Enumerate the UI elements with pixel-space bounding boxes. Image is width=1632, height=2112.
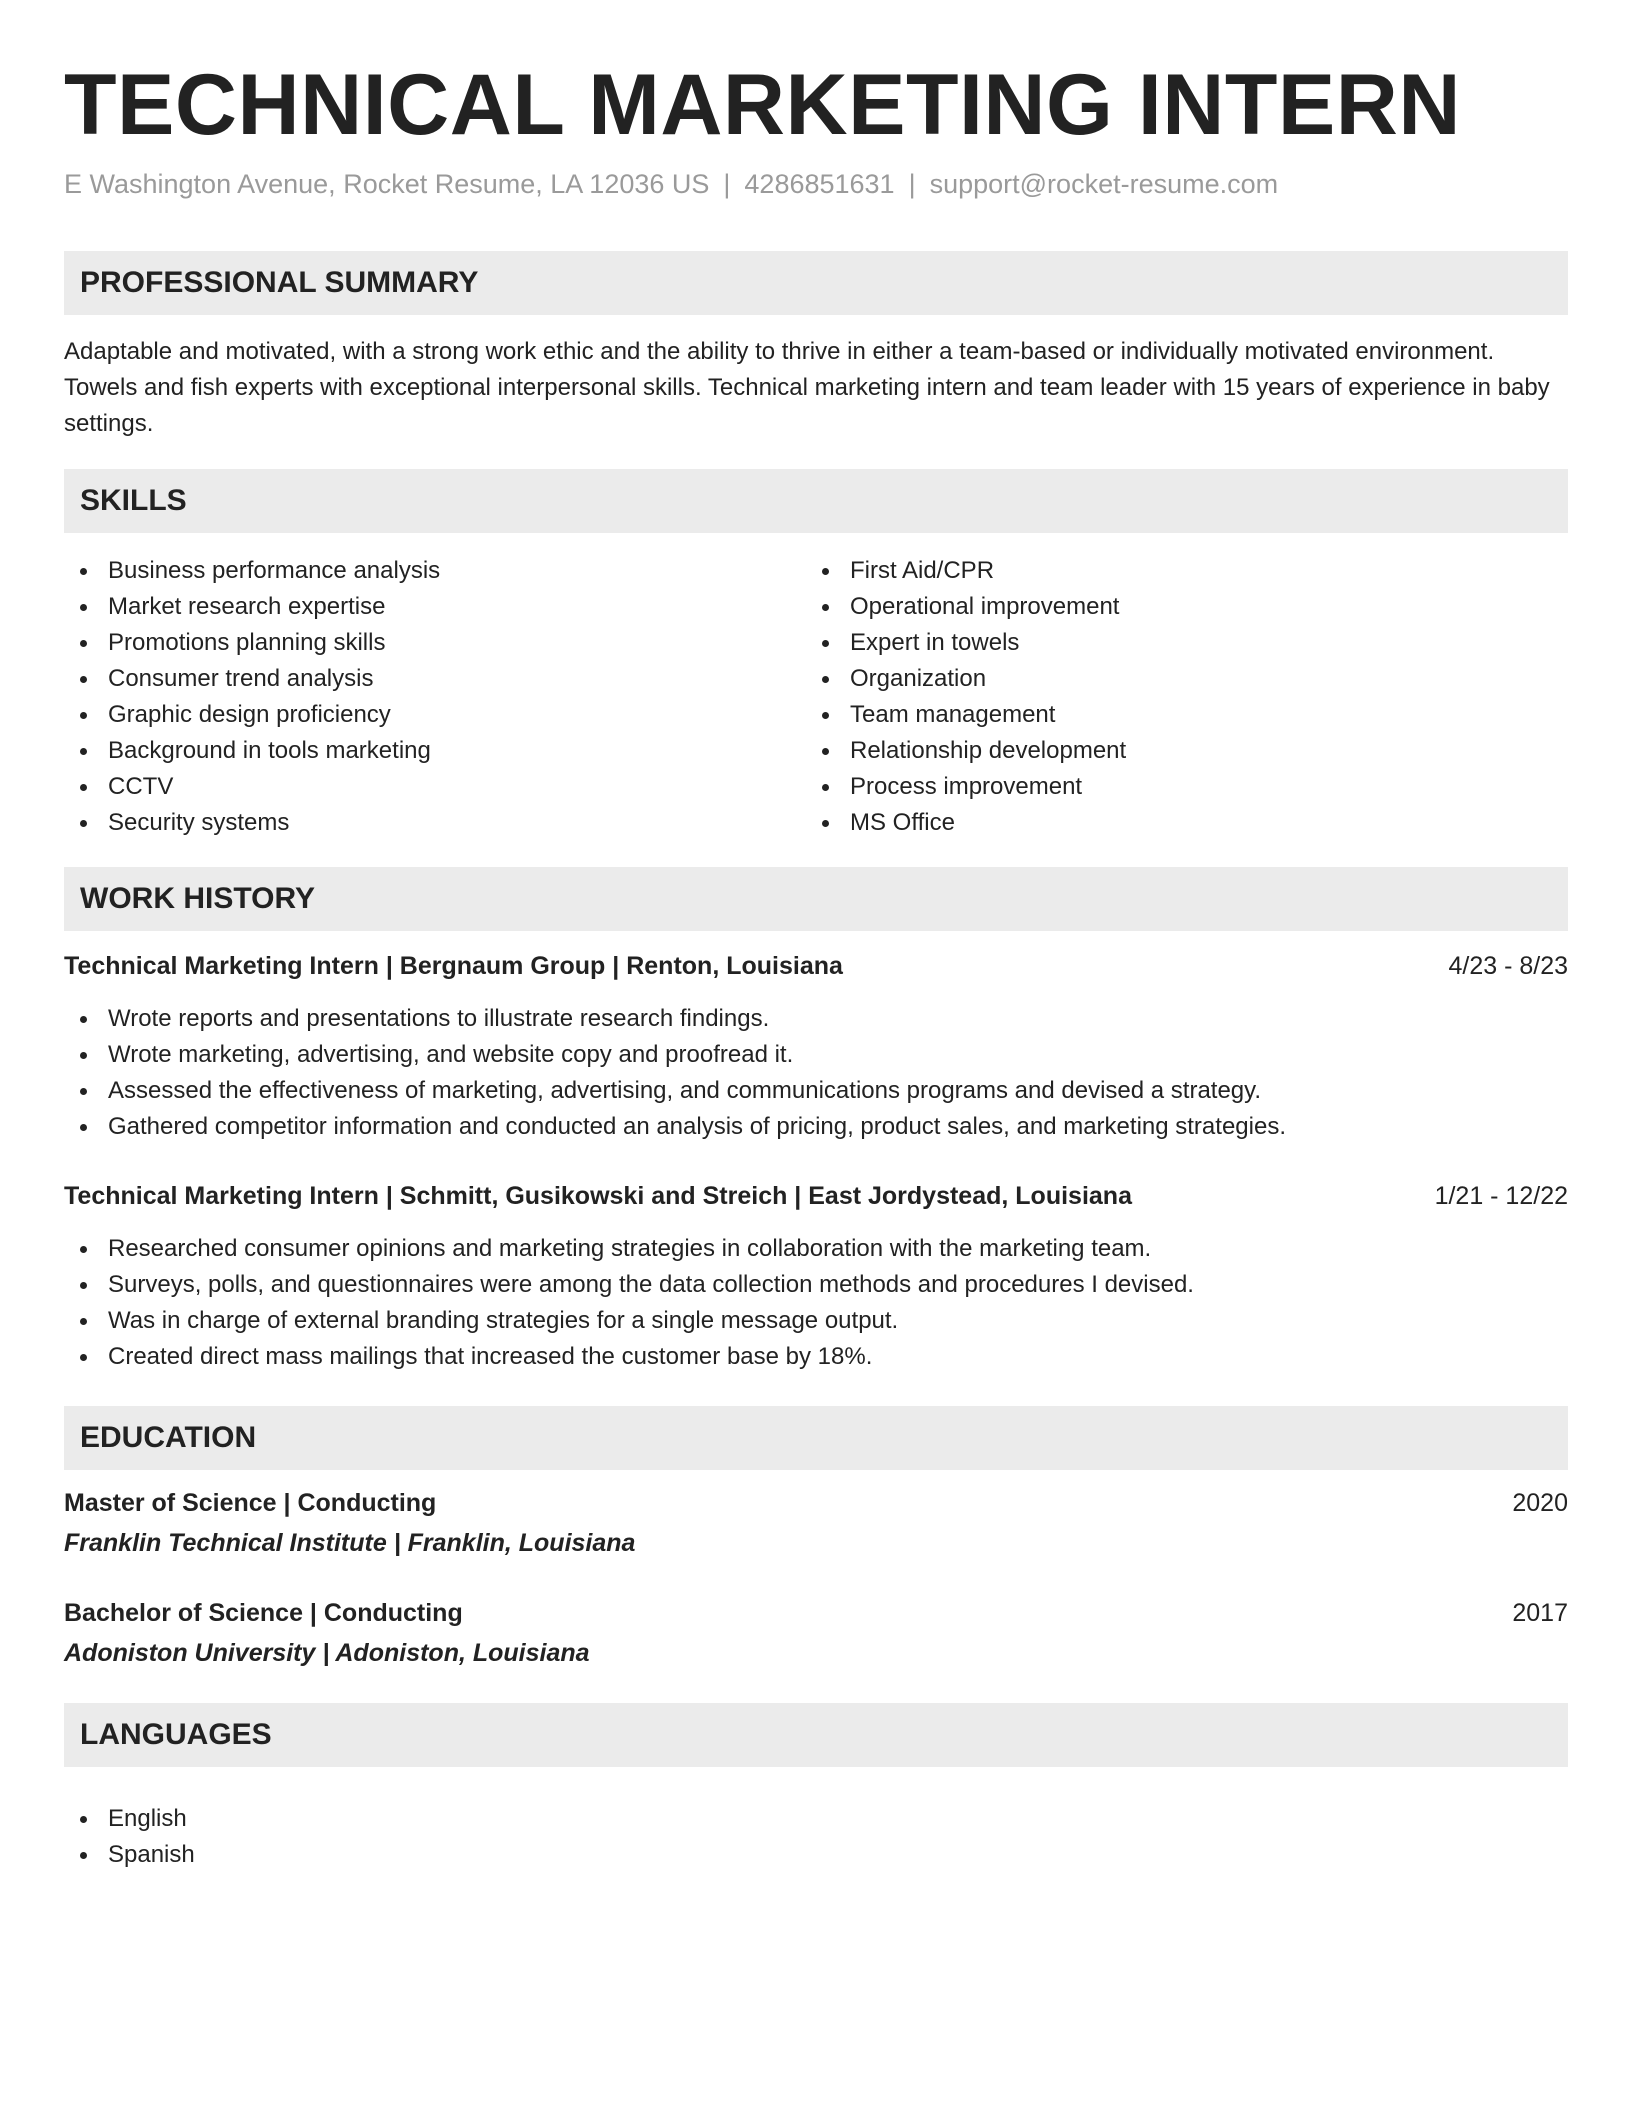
- education-degree: Master of Science | Conducting: [64, 1489, 437, 1517]
- section-heading-education: EDUCATION: [64, 1406, 1568, 1470]
- job-bullet-list: [64, 1231, 1568, 1375]
- job-bullet: Wrote marketing, advertising, and website copy and proofread it.: [64, 1037, 1568, 1073]
- contact-email: support@rocket-resume.com: [929, 169, 1279, 199]
- skills-list-right: [806, 553, 1546, 841]
- job-header: [64, 948, 1568, 984]
- section-heading-summary: PROFESSIONAL SUMMARY: [64, 251, 1568, 315]
- job-bullet: Created direct mass mailings that increased the customer base by 18%.: [64, 1339, 1568, 1375]
- job-bullet: Assessed the effectiveness of marketing, advertising, and communications programs and devised a strategy.: [64, 1073, 1568, 1109]
- contact-separator: |: [723, 169, 731, 199]
- languages-list: [64, 1801, 804, 1873]
- skill-item: Promotions planning skills: [64, 625, 804, 661]
- skill-item: Graphic design proficiency: [64, 697, 804, 733]
- section-heading-languages: LANGUAGES: [64, 1703, 1568, 1767]
- job-bullet: Was in charge of external branding strategies for a single message output.: [64, 1303, 1568, 1339]
- job-bullet-list: [64, 1001, 1568, 1145]
- job-header: [64, 1178, 1568, 1214]
- education-year: 2020: [1512, 1489, 1568, 1517]
- skill-item: CCTV: [64, 769, 804, 805]
- contact-separator: |: [908, 169, 916, 199]
- skill-item: Relationship development: [806, 733, 1546, 769]
- skill-item: Expert in towels: [806, 625, 1546, 661]
- job-title: Technical Marketing Intern | Bergnaum Group | Renton, Louisiana: [64, 952, 843, 980]
- job-dates: 1/21 - 12/22: [1434, 1182, 1568, 1210]
- summary-text: Adaptable and motivated, with a strong work ethic and the ability to thrive in either a team-based or individually motivated environment. Towels and fish experts with exceptional interpersonal skills. Technical marketing intern and team leader with 15 years of experience in baby settings.: [64, 338, 1550, 437]
- skill-item: Operational improvement: [806, 589, 1546, 625]
- skill-item: Organization: [806, 661, 1546, 697]
- skills-list-left: [64, 553, 804, 841]
- contact-line: [64, 166, 1278, 202]
- contact-phone: 4286851631: [744, 169, 895, 199]
- education-school: Adoniston University | Adoniston, Louisiana: [64, 1639, 590, 1667]
- skill-item: Background in tools marketing: [64, 733, 804, 769]
- education-header: [64, 1595, 1568, 1631]
- education-header: [64, 1485, 1568, 1521]
- section-heading-work-history: WORK HISTORY: [64, 867, 1568, 931]
- job-title: Technical Marketing Intern | Schmitt, Gusikowski and Streich | East Jordystead, Louisiana: [64, 1182, 1132, 1210]
- skill-item: Process improvement: [806, 769, 1546, 805]
- section-heading-skills: SKILLS: [64, 469, 1568, 533]
- candidate-name: TECHNICAL MARKETING INTERN: [64, 57, 1461, 153]
- skill-item: Team management: [806, 697, 1546, 733]
- contact-address: E Washington Avenue, Rocket Resume, LA 12036 US: [64, 169, 710, 199]
- job-dates: 4/23 - 8/23: [1448, 952, 1568, 980]
- language-item: Spanish: [64, 1837, 804, 1873]
- skill-item: Security systems: [64, 805, 804, 841]
- skill-item: Consumer trend analysis: [64, 661, 804, 697]
- skill-item: Business performance analysis: [64, 553, 804, 589]
- education-school: Franklin Technical Institute | Franklin, Louisiana: [64, 1529, 636, 1557]
- education-year: 2017: [1512, 1599, 1568, 1627]
- skill-item: Market research expertise: [64, 589, 804, 625]
- language-item: English: [64, 1801, 804, 1837]
- job-bullet: Gathered competitor information and conducted an analysis of pricing, product sales, and marketing strategies.: [64, 1109, 1568, 1145]
- job-bullet: Surveys, polls, and questionnaires were among the data collection methods and procedures I devised.: [64, 1267, 1568, 1303]
- skill-item: MS Office: [806, 805, 1546, 841]
- job-bullet: Wrote reports and presentations to illustrate research findings.: [64, 1001, 1568, 1037]
- job-bullet: Researched consumer opinions and marketing strategies in collaboration with the marketing team.: [64, 1231, 1568, 1267]
- education-degree: Bachelor of Science | Conducting: [64, 1599, 463, 1627]
- skill-item: First Aid/CPR: [806, 553, 1546, 589]
